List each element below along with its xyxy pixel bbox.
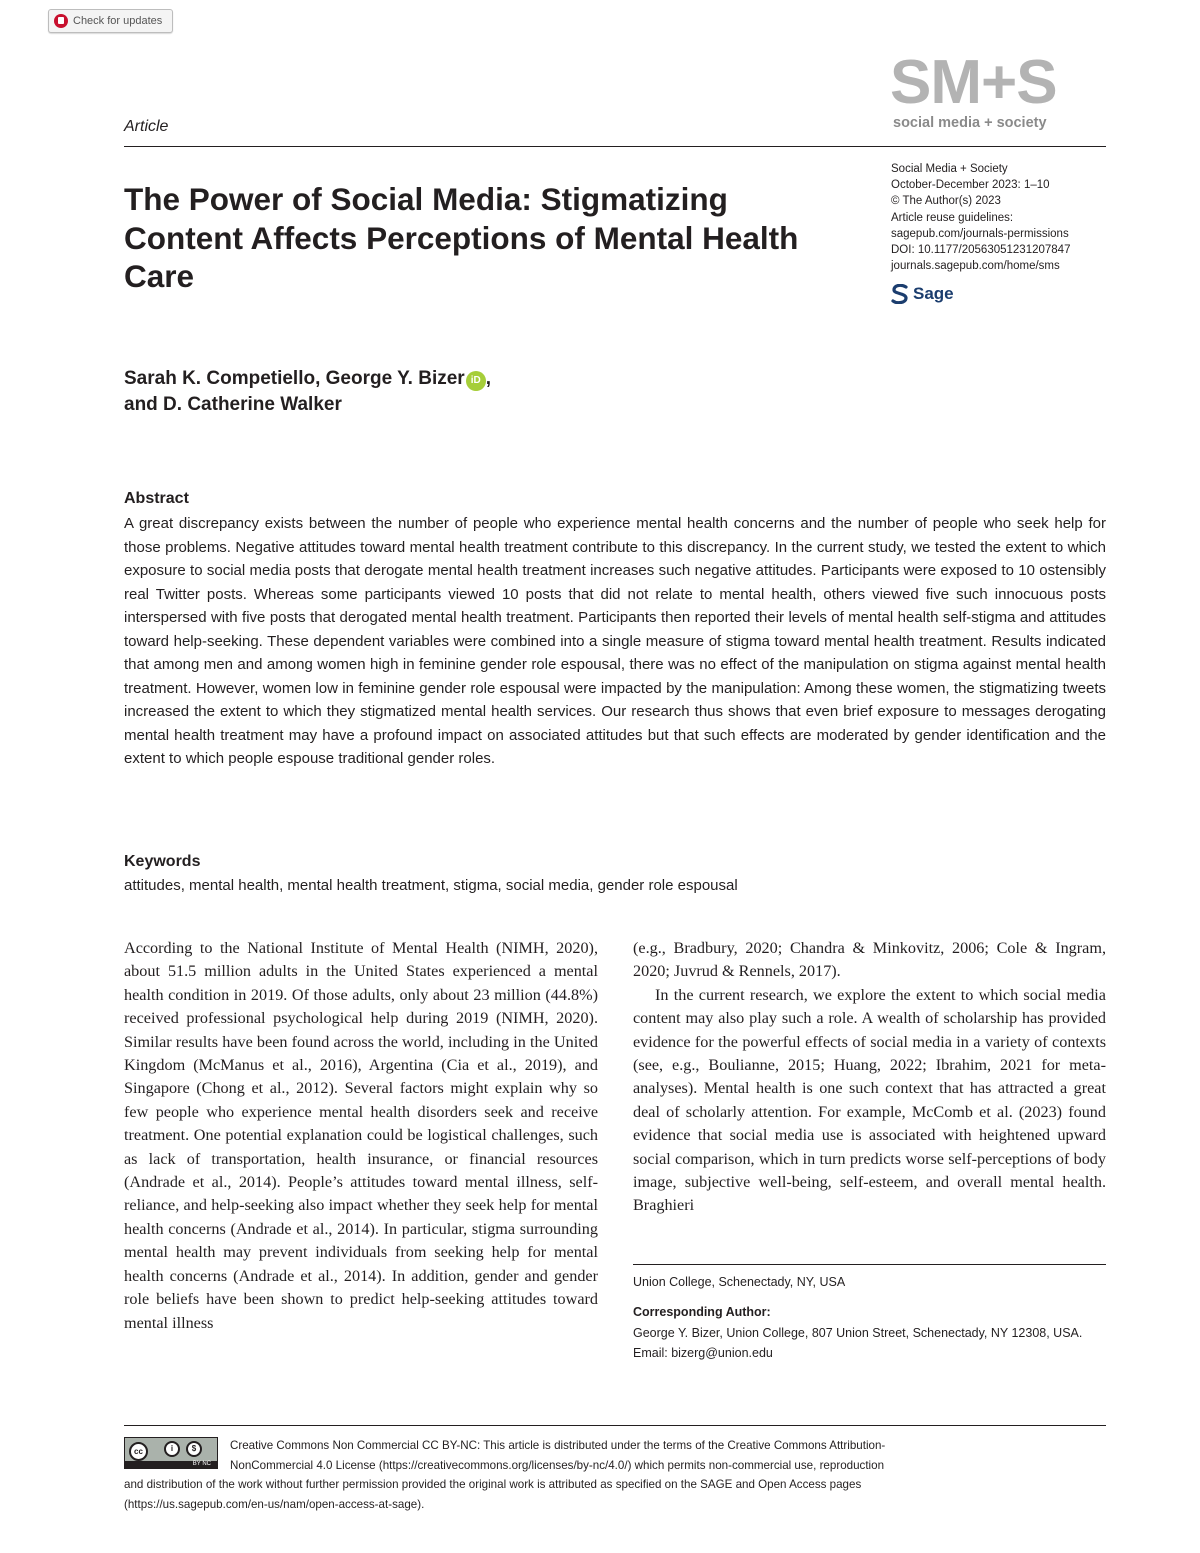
check-for-updates-label: Check for updates — [73, 15, 163, 27]
abstract-heading: Abstract — [124, 490, 189, 507]
footnote-divider — [633, 1264, 1106, 1265]
license-text — [124, 1436, 1024, 1514]
license-divider — [124, 1425, 1106, 1426]
corresponding-address: George Y. Bizer, Union College, 807 Union Street, Schenectady, NY 12308, USA. — [633, 1326, 1083, 1340]
license-link[interactable]: (https://us.sagepub.com/en-us/nam/open-access-at-sage). — [124, 1497, 425, 1511]
doi-link[interactable]: DOI: 10.1177/20563051231207847 — [891, 244, 1071, 257]
reuse-label: Article reuse guidelines: — [891, 211, 1014, 224]
corresponding-author-heading: Corresponding Author: — [633, 1305, 771, 1319]
body-right-column — [633, 937, 1106, 1218]
corresponding-email[interactable]: Email: bizerg@union.edu — [633, 1345, 773, 1360]
journal-logo-subtitle: social media + society — [893, 115, 1047, 131]
keywords-text: attitudes, mental health, mental health treatment, stigma, social media, gender role espousal — [124, 877, 738, 894]
body-paragraph: In the current research, we explore the extent to which social media content may also play such a role. A wealth of scholarship has provided evidence for the powerful effects of social media in a variety of contexts (see, e.g., Boulianne, 2015; Huang, 2022; Ibrahim, 2021 for meta-analyses). Mental health is one such context that has attracted a great deal of scholarly attention. For example, McComb et al. (2023) found evidence that social media use is associated with heightened upward social comparison, which in turn predicts worse self-perceptions of body image, subjective well-being, self-esteem, and overall mental health. Braghieri — [633, 985, 1106, 1215]
keywords-heading: Keywords — [124, 853, 201, 870]
journal-homepage-link[interactable]: journals.sagepub.com/home/sms — [891, 260, 1060, 273]
affiliation: Union College, Schenectady, NY, USA — [633, 1275, 846, 1289]
bookmark-icon — [54, 14, 68, 28]
cc-icon: cc — [129, 1442, 148, 1461]
journal-name: Social Media + Society — [891, 163, 1008, 175]
issue-date: October-December 2023: 1–10 — [891, 179, 1050, 192]
copyright: © The Author(s) 2023 — [891, 195, 1001, 208]
journal-logo: SM+S — [890, 48, 1057, 117]
authors-comma: , — [485, 368, 491, 389]
authors-line-1: Sarah K. Competiello, George Y. Bizer — [124, 368, 465, 389]
publisher-logo — [891, 284, 954, 304]
orcid-icon[interactable]: iD — [466, 371, 486, 391]
license-line: NonCommercial 4.0 License (https://creativecommons.org/licenses/by-nc/4.0/) which permits non-commercial use, reproduction — [230, 1458, 885, 1472]
attribution-icon: i — [164, 1441, 180, 1457]
article-type-label: Article — [124, 118, 169, 135]
authors-line-2: and D. Catherine Walker — [124, 394, 342, 415]
check-for-updates-button[interactable] — [48, 9, 173, 33]
abstract-text: A great discrepancy exists between the number of people who experience mental health concerns and the number of people who seek help for those problems. Negative attitudes toward mental health treatment contribute to this discrepancy. In the current study, we tested the extent to which exposure to social media posts that derogate mental health treatment increases such negative attitudes. Participants were exposed to 10 ostensibly real Twitter posts. Whereas some participants viewed 10 posts that did not relate to mental health, others viewed five such innocuous posts interspersed with five posts that derogated mental health treatment. Participants then reported their levels of mental health self-stigma and attitudes toward help-seeking. These dependent variables were combined into a single measure of stigma toward mental health treatment. Results indicated that among men and among women high in feminine gender role espousal, there was no effect of the manipulation on stigma against mental health treatment. However, women low in feminine gender role espousal were impacted by the manipulation: Among these women, the stigmatizing tweets increased the extent to which they stigmatized mental health services. Our research thus shows that even brief exposure to messages derogating mental health treatment may have a profound impact on associated attitudes but that such effects are moderated by gender identification and the extent to which people espouse traditional gender roles. — [124, 515, 1106, 767]
body-paragraph: (e.g., Bradbury, 2020; Chandra & Minkovitz, 2006; Cole & Ingram, 2020; Juvrud & Rennels, 2017). — [633, 939, 1106, 981]
header-divider — [124, 146, 1106, 147]
license-line: Creative Commons Non Commercial CC BY-NC: This article is distributed under the terms of the Creative Commons Attribution- — [230, 1439, 886, 1452]
author-list — [124, 366, 491, 418]
permissions-link[interactable]: sagepub.com/journals-permissions — [891, 227, 1069, 240]
article-title: The Power of Social Media: Stigmatizing Content Affects Perceptions of Mental Health Care — [124, 181, 799, 294]
body-left-column: According to the National Institute of Mental Health (NIMH, 2020), about 51.5 million adults in the United States experienced a mental health condition in 2019. Of those adults, only about 23 million (44.8%) received professional psychological help during 2019 (NIMH, 2020). Similar results have been found across the world, including in the United Kingdom (McManus et al., 2016), Argentina (Cia et al., 2019), and Singapore (Chong et al., 2012). Several factors might explain why so few people who experience mental health disorders seek and receive treatment. One potential explanation could be logistical challenges, such as lack of transportation, health insurance, or financial resources (Andrade et al., 2014). People’s attitudes toward mental illness, self-reliance, and help-seeking also impact whether they seek help for mental health concerns (Andrade et al., 2014). In particular, stigma surrounding mental health may prevent individuals from seeking help for mental health concerns (Andrade et al., 2014). In addition, gender and gender role beliefs have been shown to predict help-seeking attitudes toward mental illness — [124, 939, 598, 1332]
publisher-name: Sage — [913, 284, 954, 303]
journal-metadata — [891, 161, 1070, 274]
cc-strip: BY NC — [125, 1461, 217, 1468]
corresponding-author-details — [633, 1324, 1083, 1363]
non-commercial-icon: $ — [186, 1441, 202, 1457]
sage-s-icon — [891, 284, 909, 304]
license-line: and distribution of the work without further permission provided the original work is attributed as specified on the SAGE and Open Access pages — [124, 1478, 862, 1491]
